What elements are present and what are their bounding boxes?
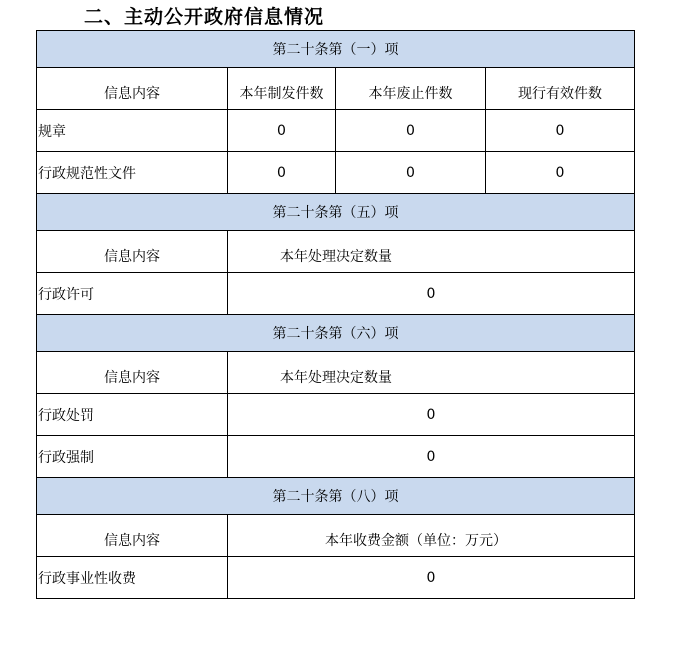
- section-title-2: 第二十条第（五）项: [37, 194, 635, 231]
- row-name: 行政许可: [37, 273, 228, 315]
- cell-value: 0: [228, 152, 336, 194]
- table-row: [37, 110, 635, 152]
- section-header-3: [37, 315, 635, 352]
- cell-value: 0: [228, 273, 635, 315]
- row-name: 行政规范性文件: [37, 152, 228, 194]
- header-info-content: 信息内容: [37, 515, 228, 557]
- row-name: 行政事业性收费: [37, 557, 228, 599]
- cell-value: 0: [228, 110, 336, 152]
- table-row: [37, 436, 635, 478]
- header-repealed-count: 本年废止件数: [336, 68, 486, 110]
- section-header-4: [37, 478, 635, 515]
- section-title-4: 第二十条第（八）项: [37, 478, 635, 515]
- column-header-row-4: [37, 515, 635, 557]
- cell-value: 0: [336, 110, 486, 152]
- table-row: [37, 394, 635, 436]
- table-row: [37, 152, 635, 194]
- section-title-3: 第二十条第（六）项: [37, 315, 635, 352]
- row-name: 行政处罚: [37, 394, 228, 436]
- row-name: 行政强制: [37, 436, 228, 478]
- row-name: 规章: [37, 110, 228, 152]
- column-header-row-3: [37, 352, 635, 394]
- header-fee-amount: 本年收费金额（单位：万元）: [228, 515, 635, 557]
- section-header-2: [37, 194, 635, 231]
- info-table: [36, 30, 635, 599]
- table-row: [37, 557, 635, 599]
- header-info-content: 信息内容: [37, 231, 228, 273]
- section-title: 二、主动公开政府信息情况: [84, 6, 325, 28]
- header-info-content: 信息内容: [37, 68, 228, 110]
- column-header-row-2: [37, 231, 635, 273]
- header-issued-count: 本年制发件数: [228, 68, 336, 110]
- header-decision-count: 本年处理决定数量: [228, 231, 635, 273]
- cell-value: 0: [486, 152, 635, 194]
- section-header-1: [37, 31, 635, 68]
- column-header-row-1: [37, 68, 635, 110]
- cell-value: 0: [228, 436, 635, 478]
- cell-value: 0: [228, 394, 635, 436]
- header-valid-count: 现行有效件数: [486, 68, 635, 110]
- header-info-content: 信息内容: [37, 352, 228, 394]
- header-decision-count: 本年处理决定数量: [228, 352, 635, 394]
- section-title-1: 第二十条第（一）项: [37, 31, 635, 68]
- cell-value: 0: [228, 557, 635, 599]
- table-row: [37, 273, 635, 315]
- cell-value: 0: [486, 110, 635, 152]
- cell-value: 0: [336, 152, 486, 194]
